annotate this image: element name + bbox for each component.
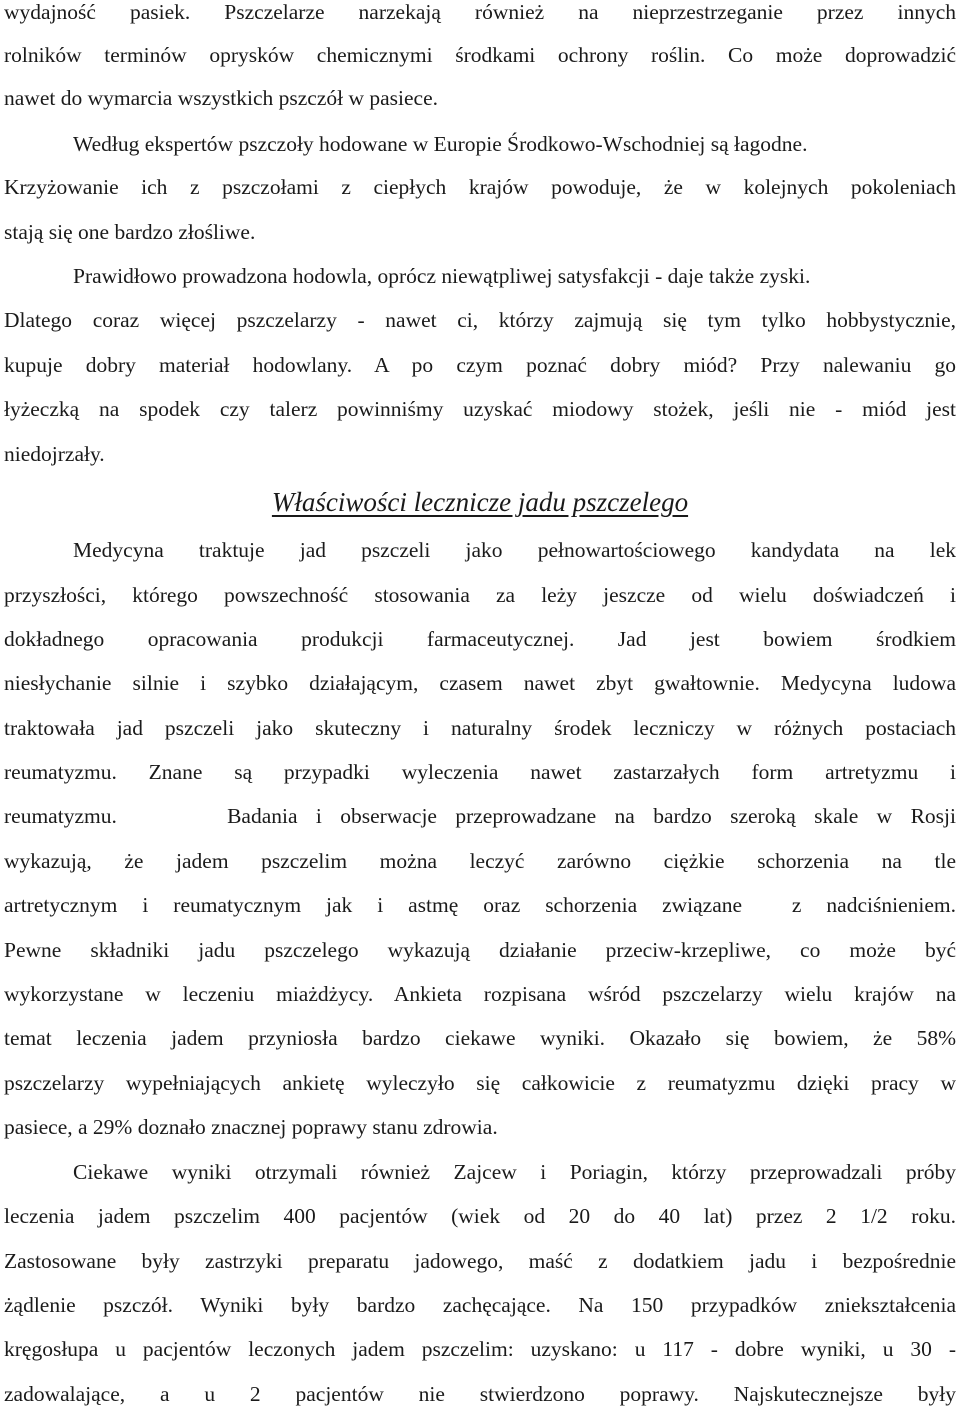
text-line: Krzyżowanie ich z pszczołami z ciepłych krajów powoduje, że w kolejnych pokoleniach [4,175,956,199]
text-line: kupuje dobry materiał hodowlany. A po czym poznać dobry miód? Przy nalewaniu go [4,353,956,377]
text-line: kręgosłupa u pacjentów leczonych jadem pszczelim: uzyskano: u 117 - dobre wyniki, u 30 - [4,1337,956,1361]
text-line: rolników terminów oprysków chemicznymi środkami ochrony roślin. Co może doprowadzić [4,43,956,67]
text-line: żądlenie pszczół. Wyniki były bardzo zachęcające. Na 150 przypadków zniekształcenia [4,1293,956,1317]
text-line: leczenia jadem pszczelim 400 pacjentów (wiek od 20 do 40 lat) przez 2 1/2 roku. [4,1204,956,1228]
text-line: artretycznym i reumatycznym jak i astmę oraz schorzenia związane z nadciśnieniem. [4,893,956,917]
text-line: traktowała jad pszczeli jako skuteczny i naturalny środek leczniczy w różnych postaciach [4,716,956,740]
text-line: zadowalające, a u 2 pacjentów nie stwierdzono poprawy. Najskutecznejsze były [4,1382,956,1406]
text-line: Medycyna traktuje jad pszczeli jako pełnowartościowego kandydata na lek [73,538,956,562]
text-line: temat leczenia jadem przyniosła bardzo ciekawe wyniki. Okazało się bowiem, że 58% [4,1026,956,1050]
text-line: wykorzystane w leczeniu miażdżycy. Ankieta rozpisana wśród pszczelarzy wielu krajów na [4,982,956,1006]
text-line: pasiece, a 29% doznało znacznej poprawy stanu zdrowia. [4,1115,498,1139]
text-line: Prawidłowo prowadzona hodowla, oprócz niewątpliwej satysfakcji - daje także zyski. [73,264,811,288]
text-line: niedojrzały. [4,442,105,466]
text-line: niesłychanie silnie i szybko działającym, czasem nawet zbyt gwałtownie. Medycyna ludowa [4,671,956,695]
text-line: dokładnego opracowania produkcji farmaceutycznej. Jad jest bowiem środkiem [4,627,956,651]
text-line: przyszłości, którego powszechność stosowania za leży jeszcze od wielu doświadczeń i [4,583,956,607]
text-line: reumatyzmu. Badania i obserwacje przeprowadzane na bardzo szeroką skale w Rosji [4,804,956,828]
section-heading: Właściwości lecznicze jadu pszczelego [271,487,689,517]
text-line: pszczelarzy wypełniających ankietę wyleczyło się całkowicie z reumatyzmu dzięki pracy w [4,1071,956,1095]
text-line: wydajność pasiek. Pszczelarze narzekają również na nieprzestrzeganie przez innych [4,0,956,24]
text-line: Pewne składniki jadu pszczelego wykazują działanie przeciw-krzepliwe, co może być [4,938,956,962]
text-line: Ciekawe wyniki otrzymali również Zajcew i Poriagin, którzy przeprowadzali próby [73,1160,956,1184]
text-line: łyżeczką na spodek czy talerz powinniśmy uzyskać miodowy stożek, jeśli nie - miód jest [4,397,956,421]
text-line: reumatyzmu. Znane są przypadki wyleczenia nawet zastarzałych form artretyzmu i [4,760,956,784]
text-line: stają się one bardzo złośliwe. [4,220,256,244]
text-line: Dlatego coraz więcej pszczelarzy - nawet ci, którzy zajmują się tym tylko hobbystycznie, [4,308,956,332]
text-line: Zastosowane były zastrzyki preparatu jadowego, maść z dodatkiem jadu i bezpośrednie [4,1249,956,1273]
text-line: nawet do wymarcia wszystkich pszczół w pasiece. [4,86,439,110]
text-line: Według ekspertów pszczoły hodowane w Europie Środkowo-Wschodniej są łagodne. [73,132,808,156]
text-line: wykazują, że jadem pszczelim można leczyć zarówno ciężkie schorzenia na tle [4,849,956,873]
